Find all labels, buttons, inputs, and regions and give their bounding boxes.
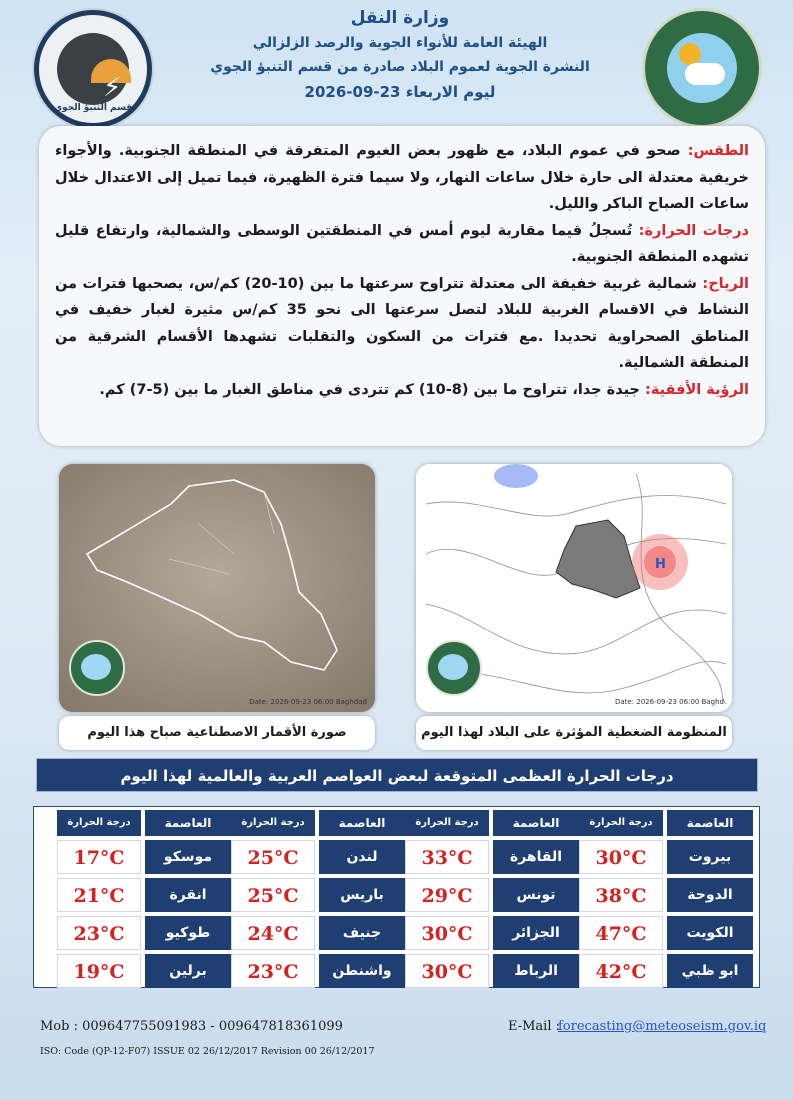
temperature-column-header: درجة الحرارة	[231, 810, 315, 836]
weather-text: صحو في عموم البلاد، مع ظهور بعض الغيوم المتفرقة في المنطقة الجنوبية. والأجواء خريفية معتدلة الى حارة خلال ساعات النهار، ولا سيما فترة الظهيرة، فيما تميل إلى الاعتدال خلال ساعات الصباح الباكر والليل.	[55, 143, 749, 212]
weather-dept-logo	[34, 10, 152, 128]
high-pressure-symbol: H	[655, 557, 666, 572]
capital-name: جنيف	[319, 916, 405, 950]
logo-emblem	[667, 33, 737, 103]
footer	[30, 1012, 765, 1062]
capital-temperature: 29°C	[405, 878, 489, 912]
iso-code: ISO: Code (QP-12-F07) ISSUE 02 26/12/2017 Revision 00 26/12/2017	[40, 1046, 375, 1057]
temperature-paragraph	[55, 218, 749, 271]
capital-name: الكويت	[667, 916, 753, 950]
capital-temperature: 24°C	[231, 916, 315, 950]
visibility-text: جيدة جدا، تتراوح ما بين (8-10) كم تتردى في مناطق الغبار ما بين (5-7) كم.	[99, 381, 646, 398]
capital-temperature: 30°C	[405, 954, 489, 988]
satellite-image	[59, 464, 375, 712]
satellite-timestamp: Date: 2026-09-23 06:00 Baghdad	[249, 698, 367, 706]
email-label: E-Mail :	[508, 1019, 561, 1034]
capital-temperature: 21°C	[57, 878, 141, 912]
capital-name: الرباط	[493, 954, 579, 988]
capital-temperature: 17°C	[57, 840, 141, 874]
organization-watermark-logo	[69, 640, 125, 696]
table-group	[405, 810, 579, 984]
sun-icon	[679, 43, 701, 65]
capital-name: طوكيو	[145, 916, 231, 950]
capital-name: بيروت	[667, 840, 753, 874]
capital-temperature: 23°C	[231, 954, 315, 988]
temperature-label: درجات الحرارة:	[638, 222, 749, 239]
capitals-temperature-table	[33, 806, 760, 988]
capital-name: انقرة	[145, 878, 231, 912]
capital-name: باريس	[319, 878, 405, 912]
visibility-label: الرؤية الأفقية:	[645, 381, 749, 398]
capital-temperature: 30°C	[579, 840, 663, 874]
capital-name: تونس	[493, 878, 579, 912]
organization-watermark-logo	[426, 640, 482, 696]
temperature-text: تُسجلُ قيما مقاربة ليوم أمس في المنطقتين الوسطى والشمالية، وارتفاع قليل تشهده المنطقة الجنوبية.	[55, 222, 749, 265]
forecast-panel	[39, 126, 765, 446]
weather-paragraph	[55, 138, 749, 218]
bulletin-subtitle: النشرة الجوية لعموم البلاد صادرة من قسم التنبؤ الجوي	[210, 59, 590, 75]
capital-name: لندن	[319, 840, 405, 874]
table-group	[231, 810, 405, 984]
temperature-column-header: درجة الحرارة	[57, 810, 141, 836]
pressure-timestamp: Date: 2026-09-23 06:00 Baghd	[614, 698, 724, 706]
bulletin-date: ليوم الاربعاء 23-09-2026	[304, 83, 496, 101]
capital-name: الجزائر	[493, 916, 579, 950]
capital-temperature: 33°C	[405, 840, 489, 874]
visibility-paragraph	[55, 377, 749, 404]
capital-name: الدوحة	[667, 878, 753, 912]
city-column-header: العاصمة	[667, 810, 753, 836]
email-link[interactable]: forecasting@meteoseism.gov.iq	[558, 1019, 767, 1034]
logo-emblem	[57, 33, 129, 105]
temperature-column-header: درجة الحرارة	[405, 810, 489, 836]
satellite-caption: صورة الأقمار الاصطناعية صباح هذا اليوم	[59, 716, 375, 750]
wind-text: شمالية غربية خفيفة الى معتدلة تتراوح سرعتها ما بين (10-20) كم/س، يصحبها فترات من النشاط في الاقسام الغربية للبلاد لتصل سرعتها الى نحو 35 كم/س مثيرة لغبار خفيف في المناطق الصحراوية تحديدا .مع فترات من السكون والتقلبات تشهدها الأقسام الشرقية من المنطقة الشمالية.	[55, 275, 749, 371]
city-column-header: العاصمة	[493, 810, 579, 836]
capital-temperature: 30°C	[405, 916, 489, 950]
city-column-header: العاصمة	[319, 810, 405, 836]
cloud-icon	[685, 63, 725, 85]
authority-name: الهيئة العامة للأنواء الجوية والرصد الزلزالي	[252, 35, 548, 51]
table-group	[57, 810, 231, 984]
table-group	[579, 810, 753, 984]
capital-temperature: 42°C	[579, 954, 663, 988]
capital-name: برلين	[145, 954, 231, 988]
mobile-numbers: Mob : 009647755091983 - 009647818361099	[40, 1019, 343, 1034]
capital-temperature: 19°C	[57, 954, 141, 988]
wind-label: الرياح:	[702, 275, 749, 292]
city-column-header: العاصمة	[145, 810, 231, 836]
temperature-table-title: درجات الحرارة العظمى المتوقعة لبعض العواصم العربية والعالمية لهذا اليوم	[36, 758, 758, 792]
capital-temperature: 47°C	[579, 916, 663, 950]
wind-paragraph	[55, 271, 749, 377]
capital-name: موسكو	[145, 840, 231, 874]
ministry-title: وزارة النقل	[350, 8, 450, 28]
logo-caption: قسم التنبؤ الجوي	[53, 103, 133, 113]
capital-temperature: 25°C	[231, 840, 315, 874]
capital-temperature: 23°C	[57, 916, 141, 950]
capital-name: القاهرة	[493, 840, 579, 874]
pressure-system-map	[416, 464, 732, 712]
weather-label: الطقس:	[687, 143, 749, 159]
capital-temperature: 25°C	[231, 878, 315, 912]
temperature-column-header: درجة الحرارة	[579, 810, 663, 836]
capital-name: ابو ظبي	[667, 954, 753, 988]
capital-name: واشنطن	[319, 954, 405, 988]
capital-temperature: 38°C	[579, 878, 663, 912]
pressure-caption: المنظومة الضغطية المؤثرة على البلاد لهذا اليوم	[416, 716, 732, 750]
meteorological-organization-logo	[642, 8, 762, 128]
lightning-icon: ⚡	[103, 73, 122, 103]
